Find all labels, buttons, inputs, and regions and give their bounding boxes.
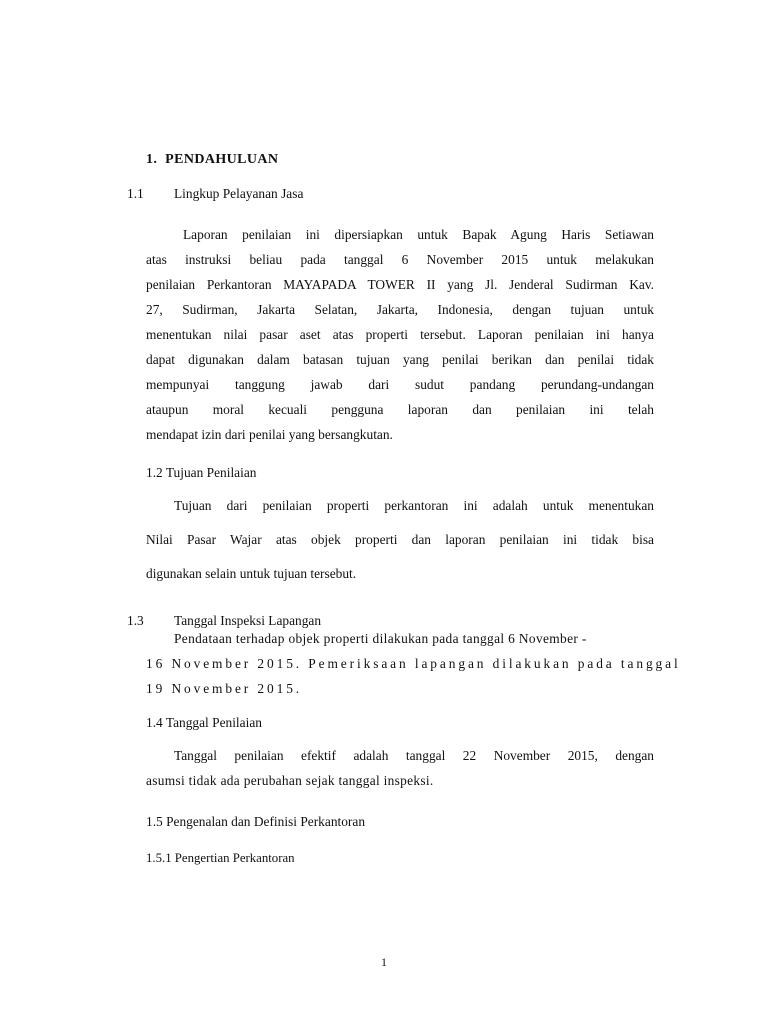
section-1-4-title: 1.4 Tanggal Penilaian <box>146 715 262 730</box>
paragraph-line: dapat digunakan dalam batasan tujuan yang penilai berikan dan penilai tidak <box>146 352 654 367</box>
paragraph-line: Tanggal penilaian efektif adalah tanggal 22 November 2015, dengan <box>174 748 654 763</box>
paragraph-line: asumsi tidak ada perubahan sejak tanggal inspeksi. <box>146 773 434 788</box>
paragraph-line: mempunyai tanggung jawab dari sudut pandang perundang-undangan <box>146 377 654 392</box>
chapter-heading <box>146 152 278 168</box>
section-1-5-1-title: 1.5.1 Pengertian Perkantoran <box>146 851 295 865</box>
paragraph-line: Pendataan terhadap objek properti dilakukan pada tanggal 6 November - <box>174 631 587 646</box>
chapter-number: 1. <box>146 152 158 167</box>
paragraph-line: 16 November 2015. Pemeriksaan lapangan dilakukan pada tanggal <box>146 656 681 671</box>
paragraph-line: Laporan penilaian ini dipersiapkan untuk Bapak Agung Haris Setiawan <box>183 227 654 242</box>
paragraph-line: penilaian Perkantoran MAYAPADA TOWER II yang Jl. Jenderal Sudirman Kav. <box>146 277 654 292</box>
paragraph-line: 27, Sudirman, Jakarta Selatan, Jakarta, Indonesia, dengan tujuan untuk <box>146 302 654 317</box>
section-1-1-title: Lingkup Pelayanan Jasa <box>174 186 304 201</box>
paragraph-line: ataupun moral kecuali pengguna laporan dan penilaian ini telah <box>146 402 654 417</box>
paragraph-line: Tujuan dari penilaian properti perkantoran ini adalah untuk menentukan <box>174 498 654 513</box>
paragraph-line: mendapat izin dari penilai yang bersangkutan. <box>146 427 393 442</box>
paragraph-line: atas instruksi beliau pada tanggal 6 November 2015 untuk melakukan <box>146 252 654 267</box>
paragraph-line: 19 November 2015. <box>146 681 303 696</box>
section-1-5-title: 1.5 Pengenalan dan Definisi Perkantoran <box>146 814 366 829</box>
paragraph-line: menentukan nilai pasar aset atas properti tersebut. Laporan penilaian ini hanya <box>146 327 654 342</box>
page-number: 1 <box>381 955 387 969</box>
paragraph-line: digunakan selain untuk tujuan tersebut. <box>146 566 357 581</box>
section-1-1-number: 1.1 <box>127 186 144 201</box>
section-1-3-title: Tanggal Inspeksi Lapangan <box>174 613 322 628</box>
paragraph-line: Nilai Pasar Wajar atas objek properti dan laporan penilaian ini tidak bisa <box>146 532 654 547</box>
section-1-2-title: 1.2 Tujuan Penilaian <box>146 465 257 480</box>
section-1-3-number: 1.3 <box>127 613 144 628</box>
chapter-title: PENDAHULUAN <box>165 152 279 167</box>
